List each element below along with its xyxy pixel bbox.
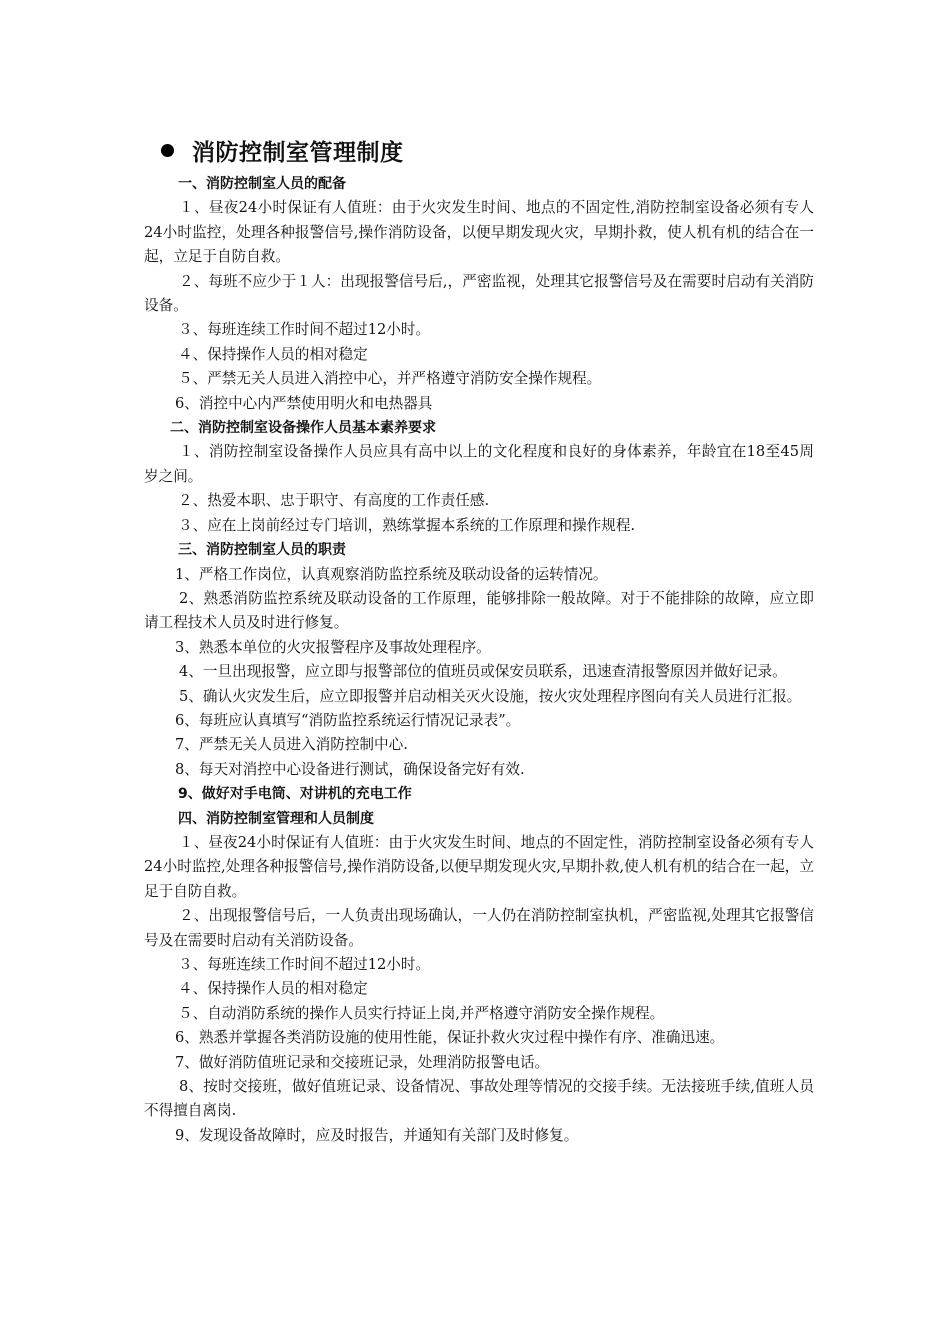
section-heading: 一、消防控制室人员的配备 (178, 176, 346, 192)
paragraph: ２、每班不应少于１人：出现报警信号后,，严密监视，处理其它报警信号及在需要时启动有关消防设备。 (144, 272, 814, 315)
paragraph: ３、每班连续工作时间不超过12小时。 (178, 321, 431, 339)
paragraph: ５、严禁无关人员进入消控中心，并严格遵守消防安全操作规程。 (178, 370, 602, 388)
section-heading: 四、消防控制室管理和人员制度 (178, 810, 374, 827)
paragraph: 8、按时交接班，做好值班记录、设备情况、事故处理等情况的交接手续。无法接班手续,值班人员不得擅自离岗. (144, 1078, 814, 1120)
paragraph: 3、熟悉本单位的火灾报警程序及事故处理程序。 (175, 638, 491, 656)
paragraph: 4、一旦出现报警，应立即与报警部位的值班员或保安员联系，迅速查清报警原因并做好记录。 (179, 663, 787, 681)
section-heading: 三、消防控制室人员的职责 (178, 542, 346, 559)
paragraph: 2、熟悉消防监控系统及联动设备的工作原理，能够排除一般故障。对于不能排除的故障，应立即请工程技术人员及时进行修复。 (144, 589, 814, 632)
paragraph: ２、热爱本职、忠于职守、有高度的工作责任感. (178, 492, 490, 510)
paragraph: 6、每班应认真填写“消防监控系统运行情况记录表”。 (175, 711, 521, 729)
paragraph: ３、应在上岗前经过专门培训，熟练掌握本系统的工作原理和操作规程. (178, 516, 636, 534)
bullet-icon (161, 144, 174, 157)
paragraph: 6、消控中心内严禁使用明火和电热器具 (175, 394, 433, 412)
paragraph: ４、保持操作人员的相对稳定 (178, 345, 368, 363)
paragraph: 6、熟悉并掌握各类消防设施的使用性能，保证扑救火灾过程中操作有序、准确迅速。 (175, 1029, 725, 1047)
paragraph: ２、出现报警信号后，一人负责出现场确认，一人仍在消防控制室执机，严密监视,处理其它报警信号及在需要时启动有关消防设备。 (144, 907, 814, 949)
paragraph: 8、每天对消控中心设备进行测试，确保设备完好有效. (175, 760, 525, 778)
paragraph: 1、严格工作岗位，认真观察消防监控系统及联动设备的运转情况。 (175, 565, 608, 583)
paragraph: 9、发现设备故障时，应及时报告，并通知有关部门及时修复。 (175, 1126, 579, 1144)
paragraph: 7、做好消防值班记录和交接班记录，处理消防报警电话。 (175, 1053, 550, 1071)
title-row (144, 132, 814, 168)
paragraph: １、昼夜24小时保证有人值班：由于火灾发生时间、地点的不固定性，消防控制室设备必须有专人24小时监控,处理各种报警信号,操作消防设备,以便早期发现火灾,早期扑救,使人机有机的结合在一起，立足于自防自救。 (144, 833, 814, 900)
bold-item: 9、做好对手电筒、对讲机的充电工作 (178, 786, 412, 803)
paragraph: ３、每班连续工作时间不超过12小时。 (178, 956, 431, 973)
paragraph: １、消防控制室设备操作人员应具有高中以上的文化程度和良好的身体素养，年龄宜在18至45周岁之间。 (144, 443, 814, 485)
document-body (144, 132, 814, 1148)
page-title: 消防控制室管理制度 (192, 139, 404, 166)
paragraph: 7、严禁无关人员进入消防控制中心. (175, 736, 408, 754)
paragraph: 5、确认火灾发生后，应立即报警并启动相关灭火设施，按火灾处理程序图向有关人员进行汇报。 (179, 687, 802, 705)
paragraph: ５、自动消防系统的操作人员实行持证上岗,并严格遵守消防安全操作规程。 (178, 1004, 665, 1022)
paragraph: ４、保持操作人员的相对稳定 (178, 980, 368, 998)
paragraph: １、昼夜24小时保证有人值班：由于火灾发生时间、地点的不固定性,消防控制室设备必须有专人24小时监控，处理各种报警信号,操作消防设备，以便早期发现火灾，早期扑救，使人机有机的结合在一起，立足于自防自救。 (144, 199, 814, 266)
section-heading: 二、消防控制室设备操作人员基本素养要求 (170, 420, 436, 437)
